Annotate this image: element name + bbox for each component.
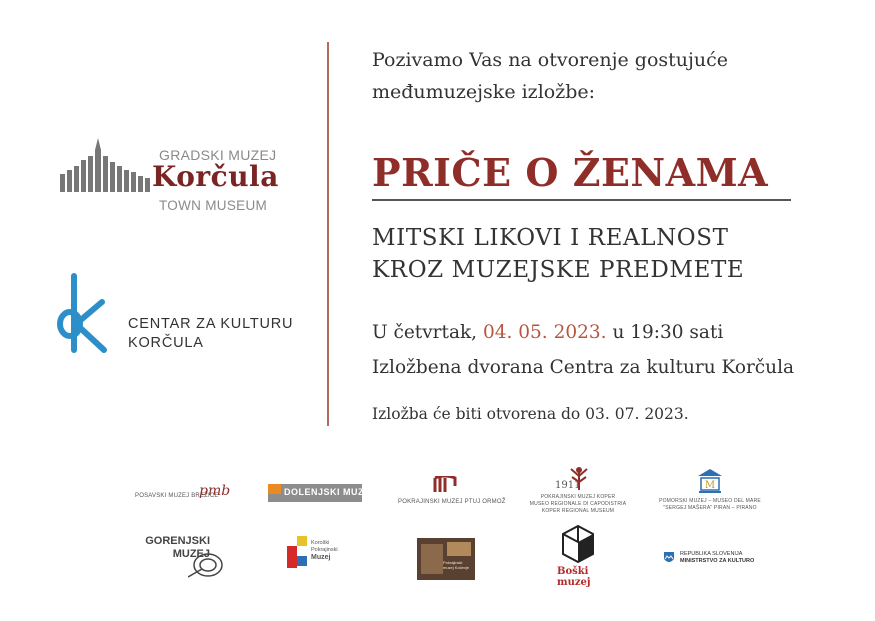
spiral-icon bbox=[188, 549, 226, 581]
dolenjski-muzej-logo bbox=[268, 484, 377, 504]
kocevje-museum-logo bbox=[417, 538, 475, 580]
vertical-divider bbox=[327, 42, 329, 426]
exhibition-subtitle bbox=[372, 222, 744, 286]
photo-patch-1 bbox=[421, 544, 443, 574]
when-prefix: U četvrtak, bbox=[372, 322, 478, 343]
boski-text bbox=[557, 566, 591, 588]
koper-text bbox=[528, 494, 628, 515]
koper-line1: POKRAJINSKI MUZEJ KOPER bbox=[540, 494, 616, 500]
subtitle-line-2: KROZ MUZEJSKE PREDMETE bbox=[372, 257, 745, 283]
dolenjski-label: DOLENJSKI MUZEJ bbox=[284, 487, 377, 497]
gradski-muzej-korcula-logo bbox=[58, 138, 290, 216]
event-date: 04. 05. 2023. bbox=[482, 322, 607, 343]
ministry-line1: REPUBLIKA SLOVENIJA bbox=[680, 551, 743, 557]
koroski-line1: Koroški bbox=[311, 540, 330, 546]
piran-line1: POMORSKI MUZEJ – MUSEO DEL MARE bbox=[659, 498, 761, 504]
posavski-muzej-logo bbox=[135, 485, 235, 505]
kocevje-label: Pokrajinski muzej Kočevje bbox=[443, 560, 470, 570]
event-venue: Izložbena dvorana Centra za kulturu Korčula bbox=[372, 357, 795, 378]
exhibition-title: PRIČE O ŽENAMA bbox=[372, 150, 769, 195]
when-suffix: u 19:30 sati bbox=[612, 322, 724, 343]
koroski-line3: Muzej bbox=[311, 554, 331, 561]
red-square-2 bbox=[287, 556, 297, 568]
ck-name bbox=[128, 315, 293, 353]
ptuj-label: POKRAJINSKI MUZEJ PTUJ ORMOŽ bbox=[398, 499, 506, 505]
ptuj-ormoz-logo bbox=[398, 476, 506, 508]
title-underline bbox=[372, 199, 791, 201]
posavski-label: POSAVSKI MUZEJ BREŽICE bbox=[135, 493, 219, 499]
koper-line3: KOPER REGIONAL MUSEUM bbox=[541, 508, 615, 514]
box-icon bbox=[561, 524, 595, 564]
intro-line-2: međumuzejske izložbe: bbox=[372, 81, 596, 103]
korcula-wordmark: Korčula bbox=[152, 160, 279, 193]
koper-year: 1911 bbox=[555, 480, 581, 491]
ck-line1: CENTAR ZA KULTURU bbox=[128, 316, 294, 332]
gorenjski-line1: GORENJSKI bbox=[145, 535, 210, 547]
koper-museum-logo bbox=[528, 466, 628, 514]
boski-line2: muzej bbox=[557, 577, 591, 588]
photo-patch-2 bbox=[447, 542, 471, 556]
yellow-square bbox=[297, 536, 307, 546]
ministry-line2: MINISTRSTVO ZA KULTURO bbox=[680, 558, 755, 564]
ck-k-icon bbox=[56, 272, 118, 356]
invitation-intro bbox=[372, 44, 842, 108]
gradski-muzej-label: GRADSKI MUZEJ bbox=[159, 147, 277, 163]
koper-line2: MUSEO REGIONALE DI CAPODISTRIA bbox=[529, 501, 627, 507]
open-until: Izložba će biti otvorena do 03. 07. 2023. bbox=[372, 405, 689, 423]
gorenjski-muzej-logo bbox=[140, 535, 226, 583]
koroski-muzej-logo bbox=[287, 536, 347, 580]
koroski-text bbox=[311, 540, 338, 561]
intro-line-1: Pozivamo Vas na otvorenje gostujuće bbox=[372, 49, 729, 71]
boski-muzej-logo bbox=[553, 524, 603, 590]
red-square bbox=[287, 546, 297, 556]
dolenjski-orange-mark bbox=[268, 484, 281, 494]
gorenjski-line2: MUZEJ bbox=[172, 548, 210, 560]
ministry-text bbox=[680, 551, 754, 565]
event-datetime bbox=[372, 322, 723, 343]
centar-za-kulturu-logo bbox=[56, 272, 296, 356]
temple-icon bbox=[697, 468, 723, 494]
piran-text bbox=[658, 498, 762, 512]
boski-line1: Boški bbox=[557, 566, 589, 577]
town-skyline-icon bbox=[58, 138, 154, 194]
piran-line2: "SERGEJ MAŠERA" PIRAN – PIRANO bbox=[663, 505, 757, 511]
koroski-line2: Pokrajinski bbox=[311, 547, 338, 553]
slovenia-coat-of-arms-icon bbox=[663, 551, 675, 565]
ministry-of-culture-logo bbox=[663, 550, 773, 568]
blue-square bbox=[297, 556, 307, 566]
ptuj-mark-icon bbox=[433, 476, 457, 494]
subtitle-line-1: MITSKI LIKOVI I REALNOST bbox=[372, 225, 729, 251]
town-museum-label: TOWN MUSEUM bbox=[159, 198, 268, 213]
piran-maritime-museum-logo bbox=[658, 468, 762, 514]
svg-text:M: M bbox=[704, 480, 716, 491]
ck-line2: KORČULA bbox=[128, 335, 204, 351]
pmb-mark: pmb bbox=[199, 483, 231, 499]
